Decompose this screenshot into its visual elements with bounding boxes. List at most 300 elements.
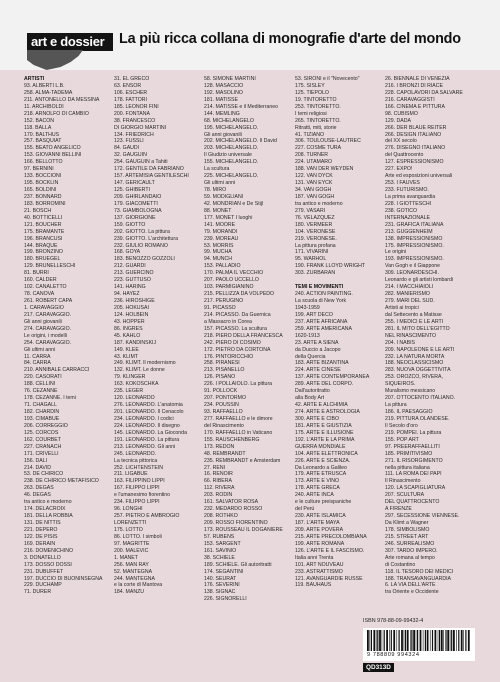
catalog-entry: 183. BORROMINI (24, 200, 66, 207)
catalog-entry: 228. CAPOLAVORI DA SALVARE (385, 89, 463, 96)
catalog-entry: 263. DEGAS (24, 485, 54, 492)
catalog-entry: 99. MUCHA (204, 249, 232, 256)
catalog-entry: 79. MORANDI (204, 228, 238, 235)
catalog-entry: 211. LIGABUE (114, 471, 148, 478)
catalog-entry: 155. POP ART (385, 436, 419, 443)
catalog-entry: 203. RODIN (204, 492, 233, 499)
catalog-entry: 52. MANTEGNA (114, 568, 153, 575)
cover-header (0, 0, 500, 70)
catalog-entry: 156. DALÍ (24, 457, 48, 464)
catalog-entry: 73. GIAMBOLOGNA (114, 207, 162, 214)
catalog-entry: 276. DISEGNO ITALIANO (385, 145, 446, 152)
catalog-entry: 19. TINTORETTO (295, 96, 337, 103)
catalog-entry: 179. GIACOMETTI (114, 200, 158, 207)
catalog-entry: 231. GRAFICA ITALIANA (385, 221, 444, 228)
catalog-entry: 149. KLEE (114, 346, 139, 353)
catalog-column-4 (295, 76, 383, 589)
catalog-entry: La pittura profana (295, 242, 336, 249)
catalog-entry: 97. MAGRITTE (114, 540, 150, 547)
catalog-entry: 102. CANALETTO (24, 284, 67, 291)
catalog-entry: 125. GHIBERTI (114, 187, 150, 193)
product-code: QD313D (363, 663, 394, 672)
catalog-entry: 166. CINEMA E PITTURA (385, 103, 445, 110)
catalog-entry: 214. DAVID (24, 464, 52, 471)
catalog-entry: La pittura (385, 402, 407, 409)
catalog-entry: 71. CHAGALL (24, 402, 57, 409)
catalog-entry: 216. I BRONZI DI RIACE (385, 82, 443, 89)
catalog-entry: 21. BOSCH (24, 207, 52, 214)
catalog-entry: e la corte di Mantova (114, 582, 163, 589)
catalog-entry: 258. PIRANESI (204, 360, 240, 367)
catalog-entry: 216. DOMENICHINO (24, 547, 74, 554)
catalog-entry: 174. SEGANTINI (204, 568, 244, 575)
catalog-entry: 178. FATTORI (114, 96, 147, 103)
catalog-entry: 215. PELLIZZA DA VOLPEDO (204, 291, 275, 298)
isbn-text: ISBN 978-88-09-99432-4 (363, 618, 424, 624)
catalog-entry: 131. VAN EYCK (295, 180, 333, 187)
barcode-box (363, 628, 475, 661)
catalog-entry: 63. ENSOR (114, 82, 142, 89)
catalog-entry: 160. CALDER (24, 277, 57, 284)
catalog-entry: 227. EXPO! (385, 166, 413, 173)
catalog-entry: 213. PISANELLO (204, 367, 245, 374)
catalog-entry: 138. IMPRESSIONISMO (385, 235, 443, 242)
catalog-entry: 174. DELACROIX (24, 506, 66, 513)
catalog-entry: 199. ART DÉCO (295, 311, 333, 318)
catalog-entry: 297. SECESSIONE VIENNESE. (385, 513, 460, 520)
catalog-entry: 120. LA SCAPIGLIATURA (385, 485, 446, 492)
catalog-entry: 187. KANDINSKIJ (114, 339, 157, 346)
catalog-entry: 175. IMPRESSIONISMO. (385, 242, 444, 249)
catalog-entry: 131. DE NITTIS (24, 520, 61, 526)
catalog-entry: 240. ACTION PAINTING. (295, 291, 353, 298)
catalog-entry: 239. MOREAU (204, 235, 239, 242)
catalog-entry: 86. LOTTO. I simboli (114, 533, 162, 540)
catalog-entry: 11. CARRÀ (24, 353, 51, 360)
catalog-entry: 253. I FAUVES (385, 180, 420, 187)
catalog-column-2 (114, 76, 202, 596)
catalog-entry: del Quattrocento (385, 152, 424, 159)
catalog-entry: 223. GUTTUSO (114, 277, 151, 284)
catalog-entry: 175. LOTTO (114, 526, 143, 533)
catalog-entry: 173. ARTE E VINO (295, 478, 340, 485)
catalog-entry: 185. LÉONOR FINI (114, 103, 159, 110)
catalog-entry: 229. DUCHAMP (24, 582, 62, 589)
catalog-entry: 26. BIENNALE DI VENEZIA (385, 76, 450, 82)
catalog-entry: 1. MANET (114, 554, 138, 561)
catalog-entry: 176. SEVERINI (204, 582, 240, 589)
catalog-entry: 219. VERONESE. (295, 235, 337, 242)
catalog-entry: 45. KAHLO (114, 332, 141, 339)
catalog-entry: 237. BONNARD (24, 193, 62, 200)
catalog-entry: 231. DUBUFFET (24, 568, 64, 575)
catalog-entry: 38. SCHIELE (204, 554, 235, 561)
barcode-icon (365, 630, 473, 651)
catalog-entry: 211. ANTONELLO DA MESSINA (24, 96, 100, 103)
catalog-entry: La prima avanguardia (385, 193, 436, 200)
catalog-entry: 1. CARAVAGGIO (24, 304, 64, 311)
catalog-entry: 137. GIORGIONE (114, 214, 156, 221)
catalog-entry: 76. CÉZANNE (24, 388, 58, 395)
catalog-entry: 208. ROTHKO (204, 513, 238, 520)
catalog-entry: 309. LEONARDESCHI. (385, 270, 439, 277)
catalog-entry: 180. BRUEGEL (24, 256, 61, 263)
catalog-entry: 42. MONDRIAN e De Stijl (204, 200, 264, 207)
catalog-entry: 234. FILIPPO LIPPI (114, 499, 160, 506)
catalog-entry: 213. GUGGENHEIM (385, 228, 433, 235)
catalog-entry: 91. PICASSO (204, 304, 236, 311)
catalog-entry: 141. MOORE (204, 221, 236, 228)
catalog-entry: Le origini (385, 249, 407, 256)
catalog-entry: 106. ESCHER (114, 89, 148, 96)
catalog-entry: 173. DOSSO DOSSI (24, 561, 72, 568)
catalog-entry: 219. PITTURA OLANDESE. (385, 415, 450, 422)
catalog-entry: 209. ROSSO FIORENTINO (204, 520, 268, 526)
catalog-entry: SIQUEIROS. (385, 381, 416, 388)
catalog-entry: 186. IL PAESAGGIO (385, 409, 433, 415)
catalog-entry: 104. VERONESE (295, 228, 336, 235)
catalog-entry: 58. SIMONE MARTINI (204, 76, 256, 82)
catalog-entry: 257. PIETRO E AMBROGIO (114, 513, 180, 520)
catalog-entry: 220. CASORATI (24, 374, 62, 381)
catalog-entry: 32. GAUGUIN (114, 152, 147, 159)
catalog-entry: 179. ARTE ETRUSCA (295, 471, 347, 478)
catalog-entry: 159. GIOTTO (114, 221, 146, 228)
catalog-entry: 207. SCULTURA (385, 492, 425, 499)
catalog-entry: 300. ARTE E CIBO (295, 415, 340, 422)
catalog-entry: 88. MONET (204, 207, 232, 214)
catalog-entry: 42. ARTE E ALCHIMIA (295, 402, 348, 409)
catalog-entry: 78. CANOVA (24, 291, 55, 298)
catalog-entry: 209. NAPOLEONE E LE ARTI (385, 346, 455, 353)
catalog-entry: 141. HARING (114, 284, 146, 291)
catalog-entry: 183. BENOZZO GOZZOLI (114, 256, 175, 263)
catalog-entry: 253. OROZCO, RIVERA, (385, 374, 443, 381)
catalog-entry: Ritratti, miti, storie (295, 124, 337, 131)
catalog-entry: 208. TURNER (295, 152, 329, 159)
catalog-entry: 53. SIRONI e il "Novecento" (295, 76, 360, 82)
catalog-entry: 177. MONET I luoghi (204, 214, 253, 221)
catalog-entry: 256. MAN RAY (114, 561, 149, 568)
catalog-entry: 206. CORREGGIO (24, 422, 68, 429)
catalog-entry: 124. HOLBEIN (114, 311, 149, 318)
catalog-entry: 213. GUERCINO (114, 270, 154, 277)
catalog-entry: 209. GHIRLANDAIO (114, 193, 162, 200)
catalog-entry: 232. GIULIO ROMANO (114, 242, 168, 249)
catalog-entry: 144. BRAQUE (24, 242, 58, 249)
catalog-entry: 282. MANIERISMO (385, 291, 430, 298)
catalog-entry: 122. DE PISIS (24, 533, 58, 540)
catalog-entry: 181. MATISSE (204, 96, 238, 103)
catalog-entry: 38. FRANCESCO (114, 117, 156, 124)
catalog-entry: 94. MUNCH (204, 256, 232, 263)
catalog-entry: 155. RAUSCHENBERG (204, 436, 260, 443)
catalog-entry: 199. ARTE ROMANA (295, 540, 345, 547)
catalog-entry: 230. ARTE ISLAMICA (295, 513, 346, 520)
catalog-entry: DI GIORGIO MARTINI (114, 124, 167, 131)
catalog-entry: GUERRA MONDIALE (295, 443, 346, 450)
catalog-entry: 126. PISANO (204, 374, 236, 381)
catalog-entry: 121. BOUCHER (24, 221, 62, 228)
catalog-entry: 244. MANTEGNA (114, 575, 155, 582)
catalog-entry: 221. DEPERO (24, 526, 58, 533)
catalog-entry: 59. MODIGLIANI (204, 193, 244, 200)
catalog-entry: del Perú (295, 506, 315, 513)
catalog-entry: 226. SIGNORELLI (204, 596, 247, 603)
catalog-entry: del Rinascimento (204, 422, 244, 429)
catalog-entry: 188. TRANSAVANGUARDIA (385, 575, 452, 582)
catalog-entry: 121. AVANGUARDIE RUSSE (295, 575, 363, 582)
catalog-entry: 189. SCHIELE. Gli autoritratti (204, 561, 272, 568)
catalog-entry: 195. MICHELANGELO. (204, 124, 259, 131)
catalog-entry: 205. HOKUSAI (114, 304, 149, 311)
catalog-entry: Da Leonardo a Galileo (295, 464, 347, 471)
catalog-entry: 122. VAN DYCK (295, 173, 333, 180)
catalog-entry: Le origini, i modelli (24, 332, 67, 339)
catalog-entry: Gli ultimi anni (24, 346, 56, 353)
catalog-entry: 129. DADA (385, 117, 411, 124)
catalog-column-5 (385, 76, 473, 596)
catalog-entry: 253. TINTORETTO. (295, 103, 341, 110)
catalog-column-3 (204, 76, 292, 603)
catalog-entry: 202. GIOTTO. La pittura (114, 228, 170, 235)
catalog-entry: 191. LEONARDO. La pittura (114, 436, 180, 443)
catalog-entry: 95. WARHOL (295, 256, 327, 263)
catalog-entry: 162. COURBET (24, 436, 61, 443)
catalog-entry: 170. PALMA IL VECCHIO (204, 270, 264, 277)
catalog-entry: 252. LICHTENSTEIN (114, 464, 164, 471)
catalog-entry: A FIRENZE (385, 506, 412, 513)
catalog-entry: 193. CIMABUE (24, 415, 60, 422)
catalog-entry: 236. HIROSHIGE (114, 298, 155, 304)
catalog-entry: 188. NEOCLASSICISMO (385, 360, 444, 367)
catalog-entry: 234. LEONARDO. I codici (114, 415, 174, 422)
catalog-entry: 276. LEONARDO. L'anatomia (114, 402, 183, 409)
catalog-entry: 173. REDON (204, 443, 235, 450)
catalog-entry: della Quercia (295, 353, 326, 360)
catalog-entry: 289. ARTE DEL CORPO. (295, 381, 354, 388)
catalog-entry: 40. BOTTICELLI (24, 214, 63, 221)
catalog-entry: di Costantino (385, 561, 416, 568)
catalog-entry: 235. REMBRANDT e Amsterdam (204, 457, 281, 464)
catalog-entry: 3. DONATELLO (24, 554, 61, 561)
catalog-entry: 163. FILIPPINO LIPPI (114, 478, 165, 485)
catalog-entry: Italia anni Trenta (295, 554, 334, 561)
catalog-entry: 157. PICASSO. La scultura (204, 325, 267, 332)
catalog-entry: 245. LEONARDO. (114, 450, 157, 457)
catalog-entry: 1943-1959 (295, 304, 320, 311)
catalog-entry: 197. DUCCIO DI BUONINSEGNA (24, 575, 103, 582)
catalog-entry: 175. SISLEY (295, 82, 325, 89)
catalog-columns (24, 76, 476, 636)
catalog-entry: 153. PALLADIO (204, 263, 241, 270)
catalog-entry: 255. I MEDICI E LE ARTI (385, 318, 444, 325)
catalog-entry: 238. GOTICO (385, 207, 417, 214)
catalog-entry: 57. RUBENS (204, 533, 235, 540)
catalog-entry: 126. L'ARTE E IL FASCISMO. (295, 547, 365, 554)
catalog-entry: 217. CARAVAGGIO. (24, 311, 72, 318)
catalog-entry: 132. KLIMT. Le donne (114, 367, 165, 374)
catalog-entry: 97. BERNINI (24, 166, 54, 173)
catalog-entry: Arte ed esposizioni universali (385, 173, 453, 180)
catalog-entry: 238. DE CHIRICO METAFISICO (24, 478, 99, 485)
catalog-entry: 218. ARNOLFO DI CAMBIO (24, 110, 89, 117)
catalog-entry: 96. LONGHI (114, 506, 143, 513)
logo-ink-blot (27, 50, 83, 70)
catalog-entry: 103. PARMIGIANINO (204, 284, 254, 291)
catalog-entry: 212. GUARDI (114, 263, 146, 270)
catalog-entry: 16. RENOIR (204, 471, 233, 478)
catalog-entry: 249. KLIMT. Il modernismo (114, 360, 176, 367)
catalog-entry: Gli anni giovanili (24, 318, 62, 325)
catalog-entry: 224. ARTE CINESE (295, 367, 341, 374)
catalog-entry: 214. PICASSO. Da Guernica (204, 311, 271, 318)
catalog-entry: 79. KLINGER (114, 374, 146, 381)
catalog-entry: 171. CRIVELLI (24, 450, 59, 457)
catalog-entry: 227. CRANACH (24, 443, 62, 450)
catalog-entry: 283. NUOVA OGGETTIVITÀ (385, 367, 451, 374)
catalog-entry: 204. I NABIS (385, 339, 415, 346)
catalog-entry: 274. CARAVAGGIO. (24, 325, 72, 332)
catalog-entry: 93. ALBERTI L.B. (24, 82, 65, 89)
catalog-entry: 202. MICHELANGELO. Il David (204, 138, 277, 145)
catalog-entry: 218. PIERO DELLA FRANCESCA (204, 332, 283, 339)
catalog-entry: 163. KOKOSCHKA (114, 381, 159, 388)
catalog-entry: Dall'autoritratto (295, 388, 330, 395)
catalog-entry: 170. BALTHUS (24, 131, 60, 138)
catalog-entry: 144. MEMLING (204, 110, 240, 117)
catalog-entry: Leonardo e gli artisti lombardi (385, 277, 454, 284)
catalog-entry: da Duccio a Jacopo (295, 346, 341, 353)
catalog-entry: 214. I MACCHIAIOLI (385, 284, 434, 291)
catalog-entry: La scuola di New York (295, 298, 347, 304)
catalog-entry: dal Settecento a Matisse (385, 311, 442, 318)
catalog-entry: Il Giudizio universale (204, 152, 252, 159)
catalog-entry (295, 277, 383, 284)
catalog-entry: 120. LEONARDO (114, 395, 155, 402)
catalog-entry: 165. BOLDINI (24, 187, 57, 193)
catalog-entry: 78. MIRÓ (204, 187, 227, 193)
catalog-entry: 207. PONTORMO (204, 395, 246, 402)
catalog-entry: Van Gogh e il Giappone (385, 263, 440, 270)
catalog-entry: 188. VAN DER WEYDEN (295, 166, 354, 173)
catalog-entry: INTERNAZIONALE (385, 214, 430, 221)
catalog-entry: 271. IL RISORGIMENTO (385, 457, 443, 464)
catalog-entry: 98. CUBISMO (385, 110, 418, 117)
catalog-entry: 27. RENI (204, 464, 226, 471)
catalog-entry: nella pittura italiana (385, 464, 430, 471)
catalog-entry: 277. RAFFAELLO e le dimore (204, 415, 273, 422)
catalog-entry: 200. FONTANA (114, 110, 150, 117)
catalog-entry: 175. BRAMANTE (24, 228, 65, 235)
catalog-entry: 155. BEATO ANGELICO (24, 145, 81, 152)
catalog-entry: 137. ARTE CONTEMPORANEA (295, 374, 370, 381)
catalog-entry: 53. MORRIS (204, 242, 234, 249)
catalog-entry: 172. PIETRO DA CORTONA (204, 346, 271, 353)
catalog-entry: 195. BOCKLIN (24, 180, 59, 187)
catalog-entry: 201. LEONARDO. Il Cenacolo (114, 409, 184, 415)
catalog-entry: 233. ASTRATTISMO (295, 568, 343, 575)
catalog-entry: 1620-1913 (295, 332, 320, 339)
catalog-entry: 237. ARTE AFRICANA (295, 318, 348, 325)
catalog-entry: 153. SARGENT (204, 540, 241, 547)
catalog-entry: 233. FUTURISMO. (385, 187, 429, 193)
catalog-entry: 71. DÜRER (24, 589, 52, 596)
catalog-entry: 68. MICHELANGELO (204, 117, 254, 124)
catalog-entry: 224. LEONARDO. Il disegno (114, 422, 180, 429)
catalog-entry: a Massacro in Corea (204, 318, 252, 325)
catalog-entry: 192. MASOLINO (204, 89, 243, 96)
catalog-entry: 210. ANNIBALE CARRACCI (24, 367, 90, 374)
catalog-entry: 176. PINTORICCHIO (204, 353, 254, 360)
catalog-entry: 134. FRIEDRICH (114, 131, 154, 138)
catalog-entry: 66. RIBERA (204, 478, 232, 485)
catalog-entry: 234. POUSSIN (204, 402, 239, 409)
catalog-entry: 161. SAVINIO (204, 547, 237, 554)
catalog-entry: 232. LA NATURA MORTA (385, 353, 445, 360)
catalog-entry: 172. GENTILE DA FABRIANO (114, 166, 184, 173)
catalog-entry: 166. BELLOTTO (24, 159, 63, 166)
catalog-entry: 125. TIEPOLO (295, 89, 329, 96)
catalog-entry: 279. VASARI (295, 207, 326, 214)
catalog-entry: La scultura (204, 166, 230, 173)
catalog-entry: Arte romana al tempo (385, 554, 435, 561)
catalog-entry: 104. ARTE ELETTRONICA (295, 450, 358, 457)
catalog-entry: 216. CARAVAGGISTI (385, 96, 435, 103)
art-e-dossier-logo: art e dossier (27, 33, 113, 51)
catalog-entry: 180. VERMEER (295, 221, 333, 228)
catalog-entry: 242. PIERO DI COSIMO (204, 339, 261, 346)
catalog-entry: 46. DEGAS (24, 492, 51, 499)
catalog-entry: tra Oriente e Occidente (385, 589, 439, 596)
catalog-entry: 6. LA VIA DELL'ARTE (385, 582, 436, 589)
catalog-entry: 188. CELLINI (24, 381, 56, 388)
catalog-entry: 207. OTTOCENTO ITALIANO. (385, 395, 456, 402)
catalog-entry: DEL QUATTROCENTO (385, 499, 440, 506)
catalog-entry: 161. SALVATOR ROSA (204, 499, 259, 506)
catalog-entry: 157. ARTEMISIA GENTILESCHI (114, 173, 189, 180)
catalog-entry: 200. MALEVIČ (114, 547, 149, 554)
catalog-entry: 127. ESPRESSIONISMO (385, 159, 444, 166)
catalog-entry: 81. BURRI (24, 270, 49, 277)
catalog-entry: e le culture preispaniche (295, 499, 352, 506)
catalog-entry: 235. LEGER (114, 388, 144, 395)
catalog-entry: Gli anni giovanili (204, 131, 242, 138)
catalog-entry: 225. MICHELANGELO. (204, 173, 259, 180)
catalog-entry: 306. TOULOUSE-LAUTREC (295, 138, 361, 145)
catalog-entry: 84. GAUDÍ (114, 145, 140, 152)
catalog-entry: Muralismo messicano (385, 388, 436, 395)
catalog-entry: 219. POMPEI. La pittura (385, 429, 442, 436)
catalog-entry: 239. GIOTTO. L'architettura (114, 235, 179, 242)
catalog-entry: 257. BASQUIAT (24, 138, 62, 145)
catalog-entry: 193. IMPRESSIONISMO. (385, 256, 444, 263)
catalog-entry: 118. IL TESORO DEI MEDICI (385, 568, 454, 575)
catalog-entry: 265. TINTORETTO. (295, 117, 341, 124)
catalog-entry: 43. KLIMT (114, 353, 138, 360)
catalog-entry: 307. TARDO IMPERO. (385, 547, 438, 554)
catalog-entry: e l'umanesimo fiorentino (114, 492, 171, 499)
catalog-entry: 34. VAN GOGH (295, 187, 332, 193)
catalog-entry: 224. UTAMARO (295, 159, 333, 166)
catalog-entry: 84. CARRÀ (24, 360, 51, 367)
catalog-entry: 171. VIVARINI (295, 249, 329, 256)
catalog-entry: 31. EL GRECO (114, 76, 150, 82)
catalog-entry: 213. LEONARDO. Gli anni (114, 443, 176, 450)
catalog-entry: 94. HAYEZ (114, 291, 140, 298)
catalog-entry: 178. SIMBOLISMO (385, 526, 430, 533)
catalog-entry: NEL RINASCIMENTO (385, 332, 437, 339)
